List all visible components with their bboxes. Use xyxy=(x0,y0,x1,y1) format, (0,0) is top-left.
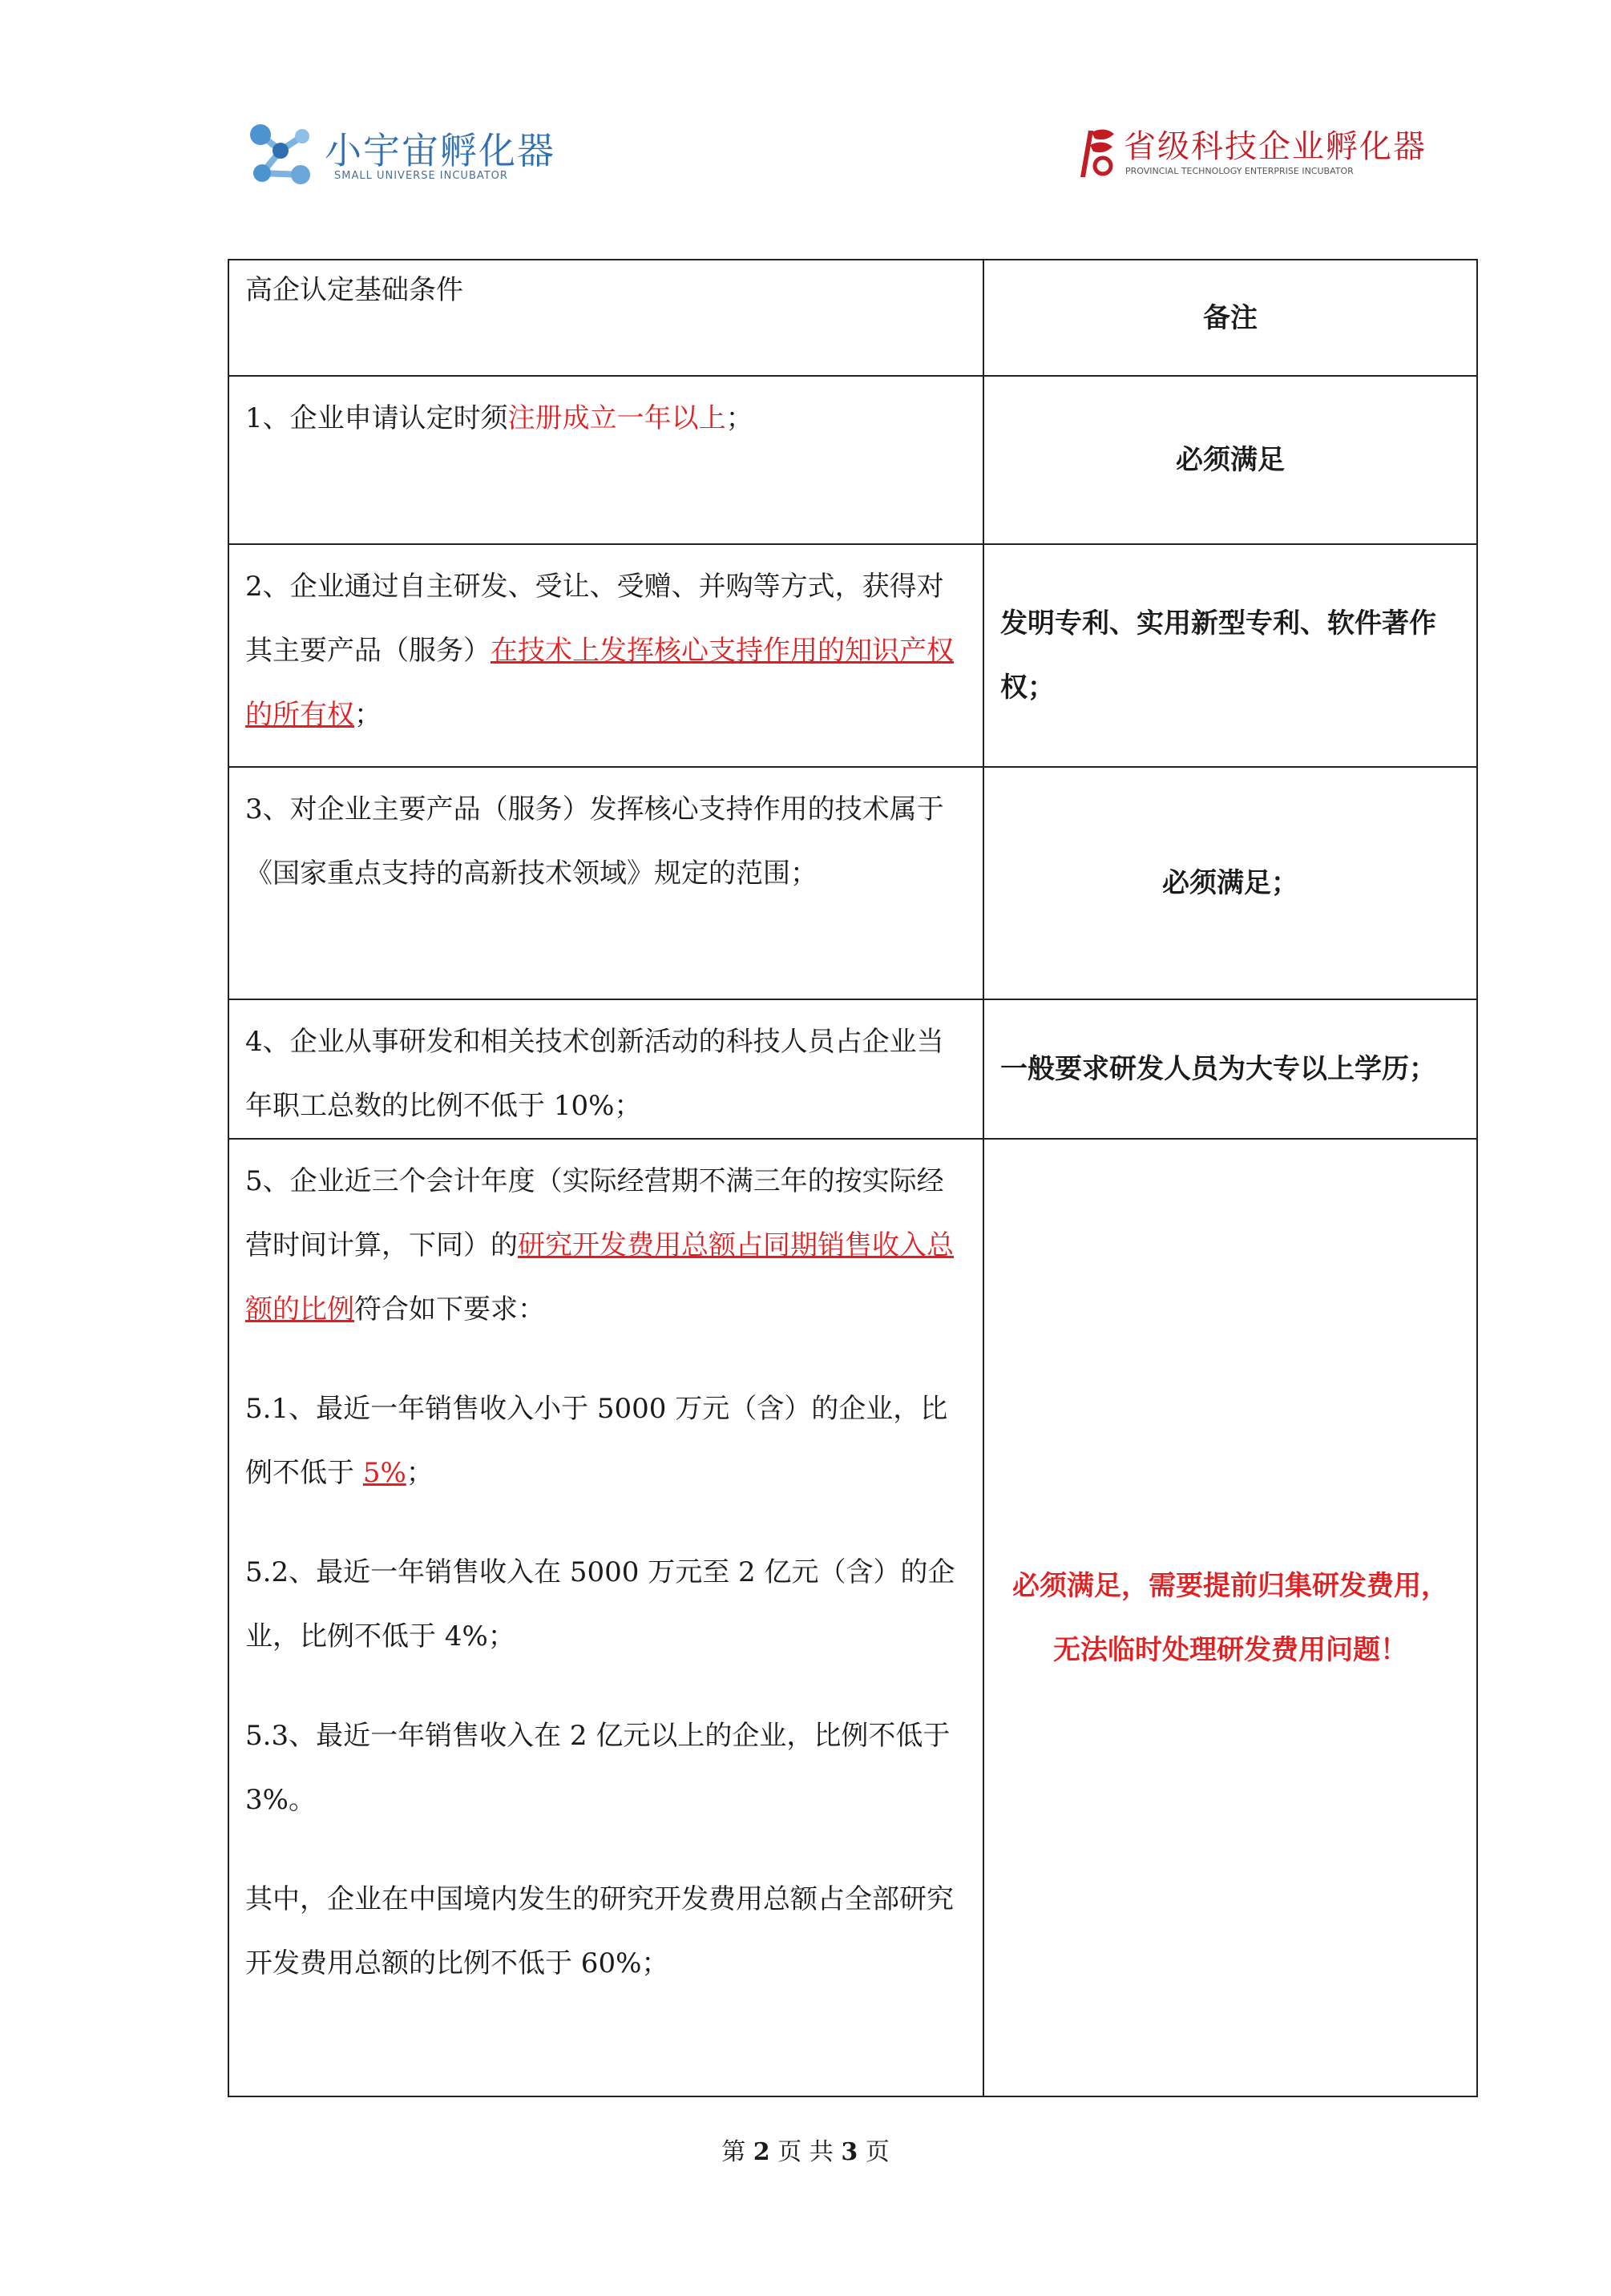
table-row xyxy=(228,544,1477,767)
condition-cell xyxy=(228,544,983,767)
table-row xyxy=(228,376,1477,544)
header-condition: 高企认定基础条件 xyxy=(228,260,983,376)
page-total: 3 xyxy=(841,2138,858,2166)
remark-cell: 必须满足； xyxy=(983,767,1477,999)
flag-emblem-icon xyxy=(1074,124,1119,180)
footer-prefix: 第 xyxy=(721,2138,746,2166)
condition-cell xyxy=(228,376,983,544)
body-text: 5.3、最近一年销售收入在 2 亿元以上的企业，比例不低于 3%。 xyxy=(245,1720,951,1816)
underlined-highlight-text: 研究开发费用总额占同期销售收入总额的比例 xyxy=(245,1229,954,1326)
body-text: ； xyxy=(725,402,753,434)
condition-cell xyxy=(228,999,983,1139)
underlined-highlight-text: 在技术上发挥核心支持作用的知识产权的所有权 xyxy=(245,635,954,731)
body-text: ； xyxy=(406,1457,434,1489)
body-text: 符合如下要求： xyxy=(354,1293,545,1326)
body-text: 4、企业从事研发和相关技术创新活动的科技人员占企业当年职工总数的比例不低于 10%； xyxy=(245,1026,944,1122)
footer-mid: 页 共 xyxy=(777,2138,834,2166)
page-number: 2 xyxy=(753,2138,770,2166)
header-remark: 备注 xyxy=(983,260,1477,376)
remark-cell: 一般要求研发人员为大专以上学历； xyxy=(983,999,1477,1139)
requirements-table xyxy=(228,259,1478,2097)
remark-line: 无法临时处理研发费用问题！ xyxy=(1053,1633,1407,1666)
body-text: 5.1、最近一年销售收入小于 5000 万元（含）的企业，比例不低于 xyxy=(245,1393,948,1489)
highlight-text: 注册成立一年以上 xyxy=(507,402,726,434)
right-logo-name: 省级科技企业孵化器 xyxy=(1124,128,1427,165)
body-text: 5、企业近三个会计年度（实际经营期不满三年的按实际经营时间计算，下同）的 xyxy=(245,1165,944,1261)
body-text: 2、企业通过自主研发、受让、受赠、并购等方式，获得对其主要产品（服务） xyxy=(245,571,944,667)
table-row xyxy=(228,999,1477,1139)
table-header-row xyxy=(228,260,1477,376)
footer-suffix: 页 xyxy=(865,2138,890,2166)
remark-cell: 发明专利、实用新型专利、软件著作权； xyxy=(983,544,1477,767)
sub-requirement xyxy=(245,1540,970,1669)
underlined-highlight-text: 5% xyxy=(362,1457,406,1489)
condition-cell xyxy=(228,767,983,999)
molecule-icon xyxy=(244,119,317,191)
provincial-incubator-logo xyxy=(1074,116,1427,188)
right-logo-subtitle: PROVINCIAL TECHNOLOGY ENTERPRISE INCUBATOR xyxy=(1125,166,1354,176)
body-text: 3、对企业主要产品（服务）发挥核心支持作用的技术属于《国家重点支持的高新技术领域》规定的范围； xyxy=(245,793,944,890)
page-footer xyxy=(0,2132,1611,2167)
table-row xyxy=(228,1139,1477,2096)
body-text: 5.2、最近一年销售收入在 5000 万元至 2 亿元（含）的企业，比例不低于 4%； xyxy=(245,1556,955,1652)
body-text: 其中，企业在中国境内发生的研究开发费用总额占全部研究开发费用总额的比例不低于 60%； xyxy=(245,1883,954,1979)
sub-requirement xyxy=(245,1704,970,1832)
remark-cell xyxy=(983,1139,1477,2096)
sub-requirement xyxy=(245,1377,970,1505)
sub-requirement xyxy=(245,1867,970,1995)
remark-line: 必须满足，需要提前归集研发费用， xyxy=(1012,1569,1448,1602)
left-logo-name: 小宇宙孵化器 xyxy=(325,129,555,172)
remark-cell: 必须满足 xyxy=(983,376,1477,544)
left-logo-subtitle: SMALL UNIVERSE INCUBATOR xyxy=(334,170,508,182)
body-text: ； xyxy=(354,699,382,731)
small-universe-logo xyxy=(244,112,555,192)
condition-cell xyxy=(228,1139,983,2096)
body-text: 1、企业申请认定时须 xyxy=(245,402,508,434)
table-row xyxy=(228,767,1477,999)
